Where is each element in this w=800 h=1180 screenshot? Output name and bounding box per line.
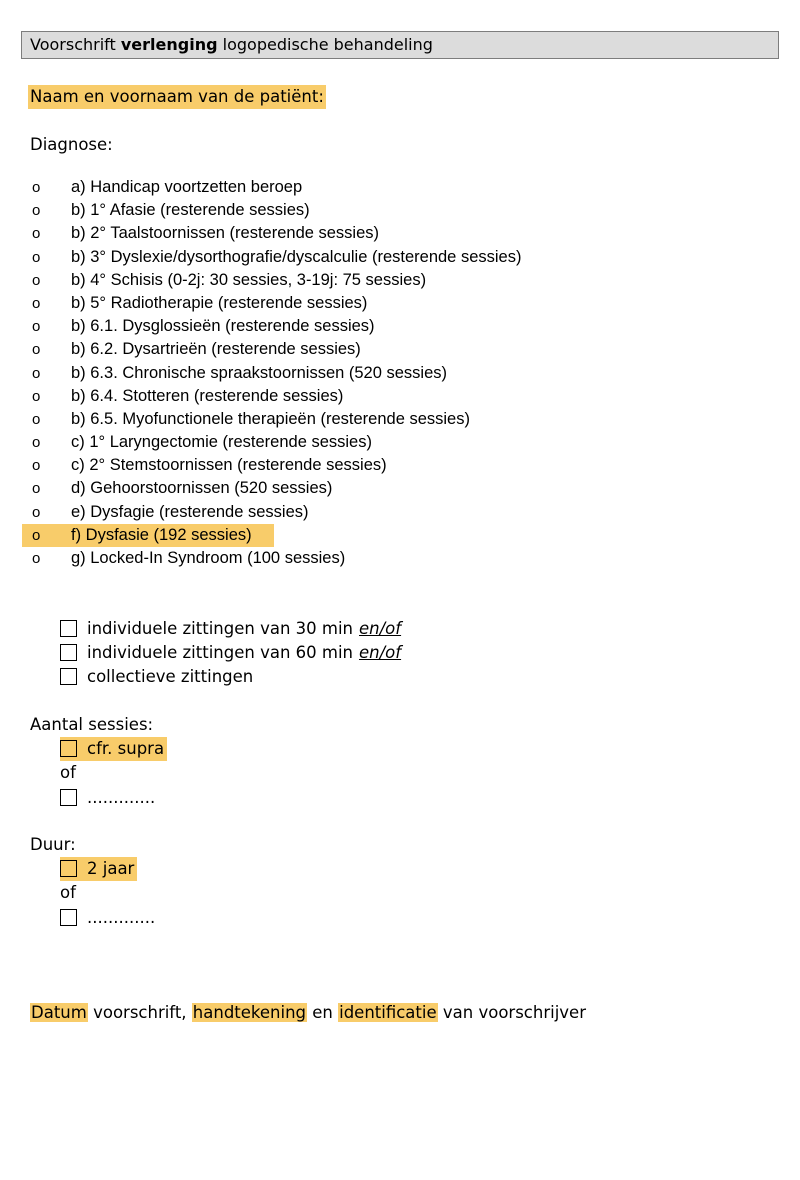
diagnose-item-text: b) 4° Schisis (0-2j: 30 sessies, 3-19j: 75 sessies) xyxy=(71,270,427,289)
radio-bullet-icon: o xyxy=(32,248,41,266)
diagnose-item-b2[interactable] xyxy=(22,222,582,245)
diagnose-item-b1[interactable] xyxy=(22,199,582,222)
diagnose-item-d[interactable] xyxy=(22,477,582,500)
radio-bullet-icon: o xyxy=(32,550,41,567)
diagnose-item-b6-5[interactable] xyxy=(22,408,582,431)
diagnose-item-e[interactable] xyxy=(22,501,582,524)
diagnose-item-text: b) 6.2. Dysartrieën (resterende sessies) xyxy=(71,340,361,359)
duur-option-custom[interactable] xyxy=(60,906,158,930)
title-prefix: Voorschrift xyxy=(30,35,116,54)
checkbox-icon[interactable] xyxy=(60,789,77,806)
duur-option-custom-dots: ............. xyxy=(87,908,156,927)
radio-bullet-icon: o xyxy=(32,341,41,359)
diagnose-item-text: d) Gehoorstoornissen (520 sessies) xyxy=(71,479,333,498)
signature-voorschrift: voorschrift, xyxy=(93,1003,187,1022)
radio-bullet-icon: o xyxy=(32,387,41,405)
aantal-option-cfr-supra[interactable] xyxy=(60,737,167,761)
radio-bullet-icon: o xyxy=(32,202,41,220)
radio-bullet-icon: o xyxy=(32,480,41,498)
aantal-option-custom[interactable] xyxy=(60,786,158,810)
signature-handtekening: handtekening xyxy=(192,1003,307,1022)
diagnose-item-text: b) 5° Radiotherapie (resterende sessies) xyxy=(71,293,368,312)
checkbox-icon[interactable] xyxy=(60,860,77,877)
checkbox-icon[interactable] xyxy=(60,740,77,757)
radio-bullet-icon: o xyxy=(32,503,41,521)
diagnose-label: Diagnose: xyxy=(30,135,113,154)
diagnose-item-b6-1[interactable] xyxy=(22,315,582,338)
duur-label: Duur: xyxy=(30,835,76,854)
diagnose-item-text: b) 1° Afasie (resterende sessies) xyxy=(71,201,310,220)
en-of-note: en/of xyxy=(359,643,402,662)
title-bold: verlenging xyxy=(120,35,218,54)
option-collective[interactable] xyxy=(60,665,256,689)
checkbox-icon[interactable] xyxy=(60,668,77,685)
radio-bullet-icon: o xyxy=(32,294,41,312)
duur-or-label: of xyxy=(60,883,76,902)
radio-bullet-icon: o xyxy=(32,271,41,289)
option-60-min-label: individuele zittingen van 60 min xyxy=(87,643,353,662)
diagnose-item-b6-2[interactable] xyxy=(22,338,582,361)
signature-en: en xyxy=(312,1003,333,1022)
option-30-min-label: individuele zittingen van 30 min xyxy=(87,619,353,638)
checkbox-icon[interactable] xyxy=(60,909,77,926)
diagnose-item-text: b) 6.4. Stotteren (resterende sessies) xyxy=(71,386,344,405)
diagnose-item-a[interactable] xyxy=(22,176,582,199)
diagnose-item-text: b) 3° Dyslexie/dysorthografie/dyscalculie (resterende sessies) xyxy=(71,247,522,266)
diagnose-item-text: c) 2° Stemstoornissen (resterende sessies) xyxy=(71,456,387,475)
signature-line xyxy=(30,1000,586,1025)
radio-bullet-icon: o xyxy=(32,410,41,428)
radio-bullet-icon: o xyxy=(32,318,41,336)
option-collective-label: collectieve zittingen xyxy=(87,667,254,686)
aantal-option-custom-dots: ............. xyxy=(87,788,156,807)
radio-bullet-icon: o xyxy=(32,364,41,382)
aantal-or-label: of xyxy=(60,763,76,782)
diagnose-item-text: g) Locked-In Syndroom (100 sessies) xyxy=(71,549,346,567)
diagnose-list xyxy=(22,176,582,570)
checkbox-icon[interactable] xyxy=(60,620,77,637)
aantal-option-cfr-supra-label: cfr. supra xyxy=(87,739,165,758)
diagnose-item-b6-3[interactable] xyxy=(22,362,582,385)
signature-datum: Datum xyxy=(31,1003,87,1022)
diagnose-item-text: b) 6.3. Chronische spraakstoornissen (520 sessies) xyxy=(71,363,448,382)
diagnose-item-c2[interactable] xyxy=(22,454,582,477)
diagnose-item-text: e) Dysfagie (resterende sessies) xyxy=(71,502,309,521)
diagnose-item-text: a) Handicap voortzetten beroep xyxy=(71,178,303,196)
aantal-sessies-label: Aantal sessies: xyxy=(30,715,154,734)
document-title xyxy=(21,31,779,59)
diagnose-item-b3[interactable] xyxy=(22,246,582,269)
diagnose-item-c1[interactable] xyxy=(22,431,582,454)
duur-option-2-jaar-label: 2 jaar xyxy=(87,859,135,878)
radio-bullet-icon: o xyxy=(32,457,41,475)
diagnose-item-b6-4[interactable] xyxy=(22,385,582,408)
signature-rest: van voorschrijver xyxy=(442,1003,586,1022)
radio-bullet-icon: o xyxy=(32,179,41,196)
diagnose-item-g[interactable] xyxy=(22,547,582,570)
patient-name-label: Naam en voornaam van de patiënt: xyxy=(28,85,326,109)
diagnose-item-b4[interactable] xyxy=(22,269,582,292)
diagnose-item-text: f) Dysfasie (192 sessies) xyxy=(71,525,252,544)
radio-bullet-icon: o xyxy=(32,225,41,243)
radio-bullet-icon: o xyxy=(32,434,41,452)
checkbox-icon[interactable] xyxy=(60,644,77,661)
option-30-min[interactable] xyxy=(60,617,404,641)
diagnose-item-text: b) 6.5. Myofunctionele therapieën (resterende sessies) xyxy=(71,409,470,428)
duur-option-2-jaar[interactable] xyxy=(60,857,137,881)
option-60-min[interactable] xyxy=(60,641,404,665)
diagnose-item-text: c) 1° Laryngectomie (resterende sessies) xyxy=(71,433,372,452)
diagnose-item-text: b) 2° Taalstoornissen (resterende sessies) xyxy=(71,224,380,243)
signature-identificatie: identificatie xyxy=(339,1003,437,1022)
diagnose-item-text: b) 6.1. Dysglossieën (resterende sessies) xyxy=(71,317,375,336)
title-suffix: logopedische behandeling xyxy=(222,35,433,54)
radio-bullet-icon: o xyxy=(32,526,41,544)
diagnose-item-f-selected[interactable] xyxy=(22,524,274,547)
diagnose-item-b5[interactable] xyxy=(22,292,582,315)
en-of-note: en/of xyxy=(359,619,402,638)
